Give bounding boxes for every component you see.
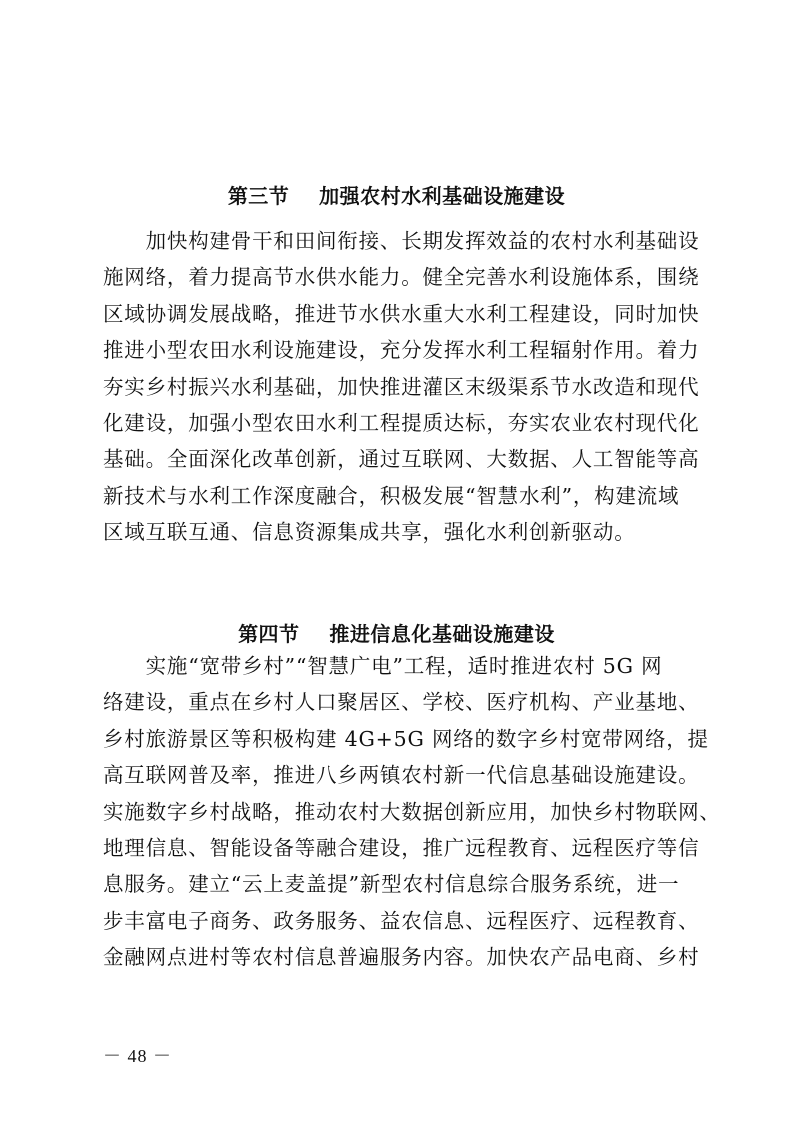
paragraph-line: 区域协调发展战略，推进节水供水重大水利工程建设，同时加快 <box>103 301 700 326</box>
section-heading: 第四节 推进信息化基础设施建设 <box>238 622 555 646</box>
section-heading: 第三节 加强农村水利基础设施建设 <box>227 184 566 208</box>
paragraph-line: 金融网点进村等农村信息普遍服务内容。加快农产品电商、乡村 <box>103 945 700 970</box>
paragraph-line: 络建设，重点在乡村人口聚居区、学校、医疗机构、产业基地、 <box>103 690 700 715</box>
paragraph-line: 加快构建骨干和田间衔接、长期发挥效益的农村水利基础设 <box>103 229 700 253</box>
paragraph-line: 新技术与水利工作深度融合，积极发展“智慧水利”，构建流域 <box>103 483 680 508</box>
paragraph-line: 区域互联互通、信息资源集成共享，强化水利创新驱动。 <box>103 520 636 545</box>
paragraph-line: 化建设，加强小型农田水利工程提质达标，夯实农业农村现代化 <box>103 410 700 435</box>
paragraph-line: 实施数字乡村战略，推动农村大数据创新应用，加快乡村物联网、 <box>103 799 721 824</box>
paragraph-line: 推进小型农田水利设施建设，充分发挥水利工程辐射作用。着力 <box>103 338 700 363</box>
paragraph-line: 高互联网普及率，推进八乡两镇农村新一代信息基础设施建设。 <box>103 763 700 788</box>
paragraph-line: 息服务。建立“云上麦盖提”新型农村信息综合服务系统，进一 <box>103 872 680 897</box>
paragraph-line: 步丰富电子商务、政务服务、益农信息、远程医疗、远程教育、 <box>103 908 700 933</box>
section-paragraph <box>103 223 700 551</box>
section-paragraph <box>103 648 721 976</box>
page-number: － 48 － <box>103 1046 172 1066</box>
paragraph-line: 夯实乡村振兴水利基础，加快推进灌区末级渠系节水改造和现代 <box>103 374 700 399</box>
paragraph-line: 基础。全面深化改革创新，通过互联网、大数据、人工智能等高 <box>103 447 700 472</box>
paragraph-line: 乡村旅游景区等积极构建 4G+5G 网络的数字乡村宽带网络，提 <box>103 726 709 751</box>
paragraph-line: 地理信息、智能设备等融合建设，推广远程教育、远程医疗等信 <box>103 835 700 860</box>
paragraph-line: 施网络，着力提高节水供水能力。健全完善水利设施体系，围绕 <box>103 265 700 290</box>
paragraph-line: 实施“宽带乡村”“智慧广电”工程，适时推进农村 5G 网 <box>103 654 663 678</box>
